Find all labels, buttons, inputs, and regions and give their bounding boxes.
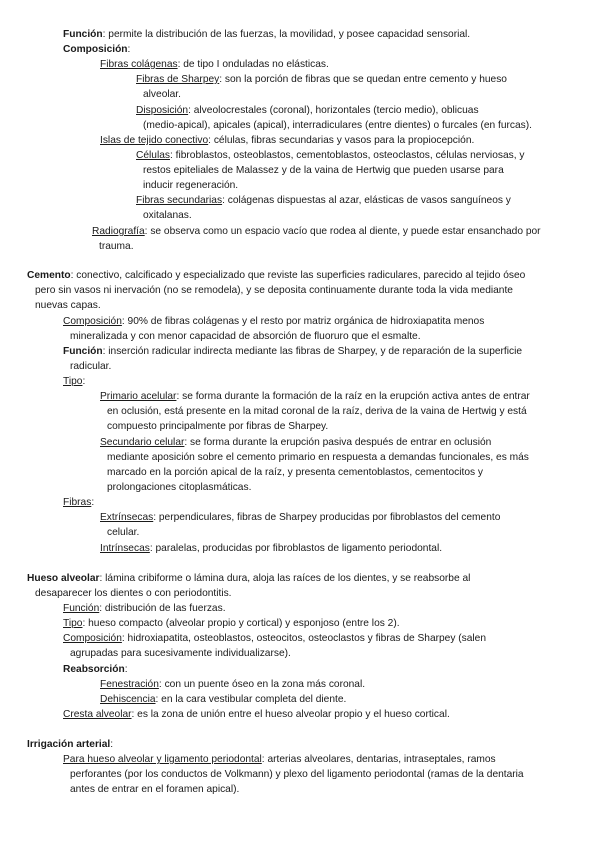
line-reabsorcion: Reabsorción: [63,664,128,675]
line-celulas: Células: fibroblastos, osteoblastos, cementoblastos, osteoclastos, células nerviosas, y [136,150,525,161]
line-funcion-cemento: Función: inserción radicular indirecta mediante las fibras de Sharpey, y de reparación de la superficie [63,346,523,357]
line-composicion-heading: Composición: [63,44,131,55]
line-text: marcado en la porción apical de la raíz, y presenta cementoblastos, cementocitos y [107,467,484,478]
line-tipo-heading: Tipo: [63,376,86,387]
line-text: celular. [107,527,140,538]
line-radiografia: Radiografía: se observa como un espacio vacío que rodea al diente, y puede estar ensanchado por [92,226,541,237]
line-text: mediante aposición sobre el cemento primario en respuesta a demandas funcionales, es más [107,452,529,463]
line-cemento: Cemento: conectivo, calcificado y especializado que reviste las superficies radiculares, parecido al tejido óseo [27,270,526,281]
line-composicion-hueso: Composición: hidroxiapatita, osteoblastos, osteocitos, osteoclastos y fibras de Sharpey (salen [63,633,487,644]
line-text: oxitalanas. [143,210,192,221]
line-text: (medio-apical), apicales (apical), interradiculares (entre dientes) o furcales (en furcas). [143,120,532,131]
line-text: en oclusión, está presente en la mitad coronal de la raíz, deriva de la vaina de Hertwig y está [107,406,527,417]
line-secundario-celular: Secundario celular: se forma durante la erupción pasiva después de entrar en oclusión [100,437,492,448]
line-text: trauma. [99,241,134,252]
line-text: nuevas capas. [35,300,101,311]
line-text: restos epiteliales de Malassez y de la vaina de Hertwig que pueden usarse para [143,165,504,176]
line-irrigacion: Irrigación arterial: [27,739,114,750]
line-composicion-cemento: Composición: 90% de fibras colágenas y el resto por matriz orgánica de hidroxiapatita menos [63,316,485,327]
line-text: alveolar. [143,89,181,100]
line-disposicion: Disposición: alveolocrestales (coronal), horizontales (tercio medio), oblicuas [136,105,479,116]
line-islas: Islas de tejido conectivo: células, fibras secundarias y vasos para la propiocepción. [100,135,475,146]
line-fibras-heading: Fibras: [63,497,95,508]
line-text: pero sin vasos ni inervación (no se remodela), y se deposita continuamente durante toda la vida mediante [35,285,513,296]
line-text: perforantes (por los conductos de Volkmann) y plexo del ligamento periodontal (ramas de la dentaria [70,769,524,780]
line-fibras-colagenas: Fibras colágenas: de tipo I onduladas no elásticas. [100,59,329,70]
line-hueso-alveolar: Hueso alveolar: lámina cribiforme o lámina dura, aloja las raíces de los dientes, y se reabsorbe al [27,573,471,584]
line-text: radicular. [70,361,112,372]
line-extrinsecas: Extrínsecas: perpendiculares, fibras de Sharpey producidas por fibroblastos del cemento [100,512,501,523]
line-fibras-sharpey: Fibras de Sharpey: son la porción de fibras que se quedan entre cemento y hueso [136,74,507,85]
line-fenestracion: Fenestración: con un puente óseo en la zona más coronal. [100,679,366,690]
line-dehiscencia: Dehiscencia: en la cara vestibular completa del diente. [100,694,347,705]
line-funcion: Función: permite la distribución de las fuerzas, la movilidad, y posee capacidad sensorial. [63,29,471,40]
line-text: prolongaciones citoplasmáticas. [107,482,252,493]
line-intrinsecas: Intrínsecas: paralelas, producidas por fibroblastos de ligamento periodontal. [100,543,443,554]
line-tipo-hueso: Tipo: hueso compacto (alveolar propio y cortical) y esponjoso (entre los 2). [63,618,400,629]
line-text: agrupadas para sucesivamente individualizarse). [70,648,291,659]
line-primario-acelular: Primario acelular: se forma durante la formación de la raíz en la erupción activa antes de entrar [100,391,530,402]
line-cresta-alveolar: Cresta alveolar: es la zona de unión entre el hueso alveolar propio y el hueso cortical. [63,709,450,720]
line-para-hueso: Para hueso alveolar y ligamento periodontal: arterias alveolares, dentarias, intraseptales, ramos [63,754,496,765]
line-text: inducir regeneración. [143,180,239,191]
line-text: antes de entrar en el foramen apical). [70,784,240,795]
line-fibras-secundarias: Fibras secundarias: colágenas dispuestas al azar, elásticas de vasos sanguíneos y [136,195,511,206]
line-funcion-hueso: Función: distribución de las fuerzas. [63,603,226,614]
line-text: desaparecer los dientes o con periodontitis. [35,588,232,599]
line-text: compuesto principalmente por fibras de Sharpey. [107,421,329,432]
line-text: mineralizada y con menor capacidad de absorción de fluoruro que el esmalte. [70,331,421,342]
